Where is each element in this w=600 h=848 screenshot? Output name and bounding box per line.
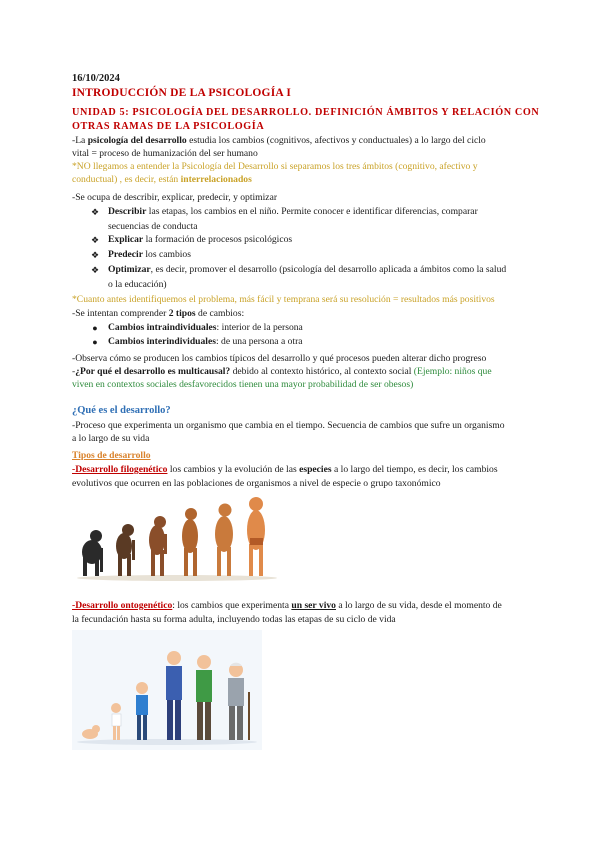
aim-text-cont: secuencias de conducta [108,220,198,232]
aim-term: Optimizar [108,264,151,275]
phylo-line2: evolutivos que ocurren en las poblaciones de organismos a nivel de especie o grupo taxonómico [72,478,441,489]
intro-text-end: de cambios: [195,308,245,319]
change-type-item [88,321,528,336]
aim-item [88,205,528,234]
aim-item [88,248,528,263]
note-interrelated-line1: *NO llegamos a entender la Psicología del Desarrollo si separamos los tres ámbitos (cognitivo, afectivo y [72,161,478,172]
change-type-item [88,335,528,350]
dev-types-title: Tipos de desarrollo [72,450,151,461]
neanderthal-figure [215,504,233,577]
diamond-bullet-icon: ❖ [90,250,100,260]
round-bullet-icon: ● [92,337,98,347]
aim-term: Describir [108,206,147,217]
aim-item [88,263,528,292]
aim-text: los cambios [142,249,191,260]
multicausal-question: ¿Por qué el desarrollo es multicausal? [75,366,231,377]
change-type-term: Cambios interindividuales [108,336,216,347]
aim-text: las etapas, los cambios en el niño. Permite conocer e identificar diferencias, comparar [146,206,478,217]
ape-figure [82,530,103,576]
note-interrelated-line2 [72,173,527,188]
onto-underlined: un ser vivo [291,600,336,611]
aim-term: Explicar [108,234,144,245]
phylo-text: los cambios y la evolución de las [167,464,300,475]
onto-text: : los cambios que experimenta [172,600,292,611]
onto-line1 [72,599,534,614]
onto-text-end: a lo largo de su vida, desde el momento de [335,600,502,611]
change-type-term: Cambios intraindividuales [108,322,217,333]
multicausal-text: debido al contexto histórico, al contexto social [230,366,414,377]
multicausal-prefix: - [72,366,76,377]
change-type-text: : de una persona a otra [215,336,303,347]
aim-term: Predecir [108,249,143,260]
unit-heading-line1: UNIDAD 5: PSICOLOGÍA DEL DESARROLLO. DEFINICIÓN ÁMBITOS Y RELACIÓN CON [72,107,540,118]
date: 16/10/2024 [72,73,120,84]
aim-text-cont: o la educación) [108,278,167,290]
process-line2: a lo largo de su vida [72,433,150,444]
phylo-label: -Desarrollo filogenético [72,464,168,475]
definition-prefix: -La [72,135,88,146]
multicausal-line2: viven en contextos sociales desfavorecidos tienen una mayor probabilidad de ser obesos) [72,379,414,390]
diamond-bullet-icon: ❖ [90,265,100,275]
phylo-line1 [72,463,534,478]
process-line1: -Proceso que experimenta un organismo que cambia en el tiempo. Secuencia de cambios que sufre un organismo [72,420,505,431]
note-bold: interrelacionados [180,174,252,185]
section-question: ¿Qué es el desarrollo? [72,405,171,416]
definition-term: psicología del desarrollo [87,135,187,146]
evolution-illustration [72,492,282,584]
homo-erectus-figure [182,508,198,576]
note-early-detection: *Cuanto antes identifiquemos el problema, más fácil y temprana será su resolución = resultados más positivos [72,294,495,305]
diamond-bullet-icon: ❖ [90,235,100,245]
phylo-text-end: a lo largo del tiempo, es decir, los cambios [331,464,498,475]
round-bullet-icon: ● [92,323,98,333]
phylo-bold: especies [299,464,332,475]
page-title: INTRODUCCIÓN DE LA PSICOLOGÍA I [72,87,291,99]
definition-line2: vital = proceso de humanización del ser humano [72,148,258,159]
hominid-figure [149,516,167,576]
multicausal-example: (Ejemplo: niños que [413,366,492,377]
change-types-intro [72,307,527,322]
aim-text: , es decir, promover el desarrollo (psicología del desarrollo aplicada a ámbitos como la salud [150,264,507,275]
observe-line: -Observa cómo se producen los cambios típicos del desarrollo y qué procesos pueden alterar dicho progreso [72,353,487,364]
aim-text: la formación de procesos psicológicos [143,234,293,245]
aim-item [88,233,528,248]
definition-text: estudia los cambios (cognitivos, afectivos y conductuales) a lo largo del ciclo [186,135,486,146]
onto-label: -Desarrollo ontogenético [72,600,173,611]
life-stages-illustration [72,630,262,750]
change-type-text: : interior de la persona [216,322,303,333]
intro-bold: 2 tipos [168,308,196,319]
early-hominid-figure [116,524,135,576]
homo-sapiens-figure [247,497,265,576]
intro-text: -Se intentan comprender [72,308,169,319]
aims-intro: -Se ocupa de describir, explicar, predecir, y optimizar [72,192,278,203]
note-text: conductual) , es decir, están [72,174,181,185]
diamond-bullet-icon: ❖ [90,207,100,217]
unit-heading-line2: OTRAS RAMAS DE LA PSICOLOGÍA [72,121,265,132]
onto-line2: la fecundación hasta su forma adulta, incluyendo todas las etapas de su ciclo de vida [72,614,396,625]
